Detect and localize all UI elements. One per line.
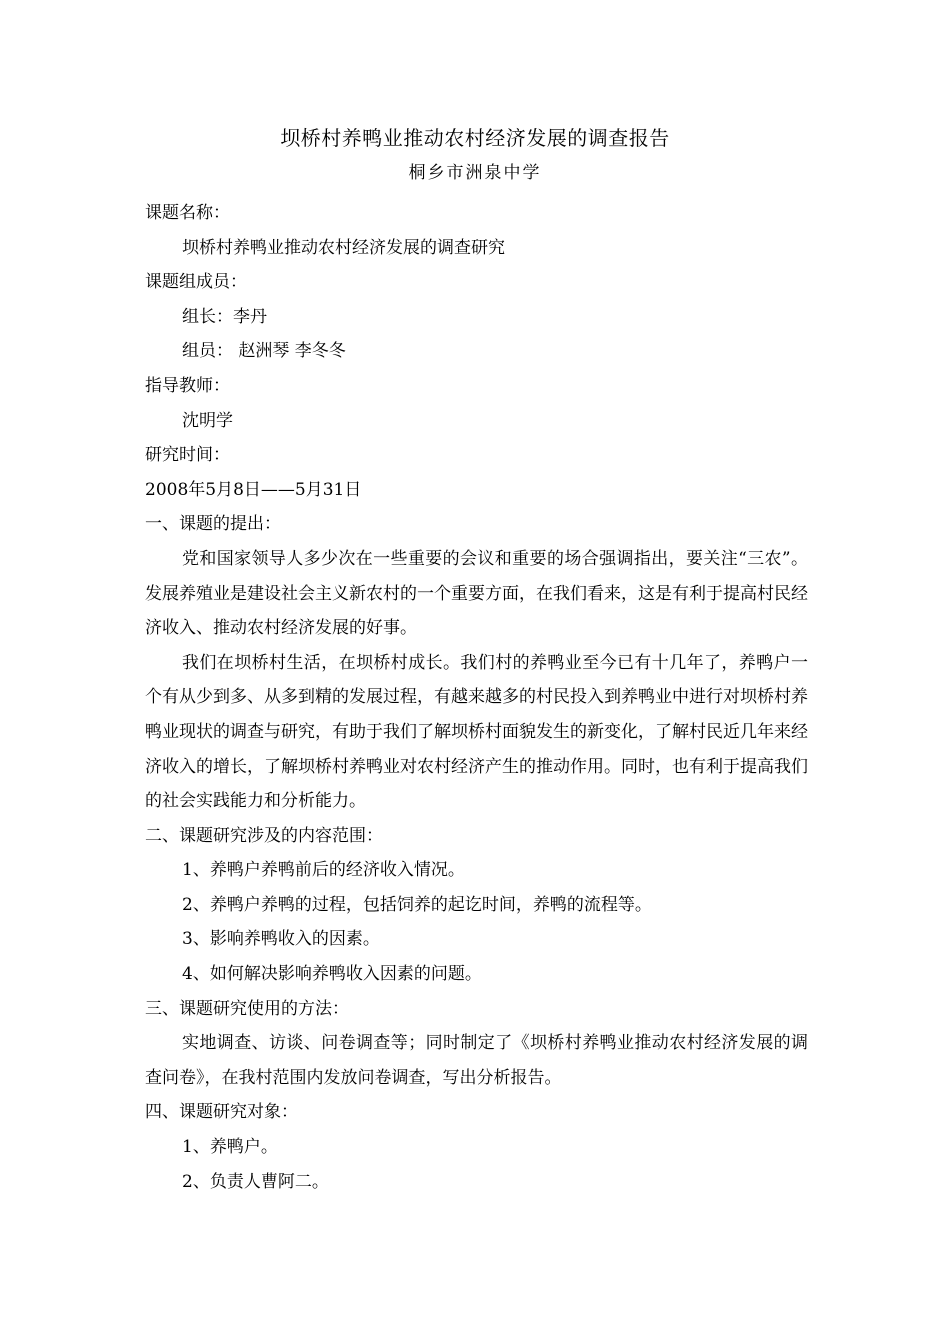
section-4-item: 1、养鸭户。 <box>182 1137 278 1158</box>
group-members: 组员： 赵洲琴 李冬冬 <box>182 341 346 362</box>
section-2-item: 1、养鸭户养鸭前后的经济收入情况。 <box>182 860 465 881</box>
research-period: 2008年5月8日——5月31日 <box>145 479 362 500</box>
document-title: 坝桥村养鸭业推动农村经济发展的调查报告 <box>280 126 670 150</box>
topic-label: 课题名称： <box>145 203 230 223</box>
section-4-heading: 四、课题研究对象： <box>145 1102 298 1123</box>
advisor-label: 指导教师： <box>145 375 230 396</box>
group-leader: 组长：李丹 <box>182 306 267 327</box>
section-2-heading: 二、课题研究涉及的内容范围： <box>145 825 383 846</box>
section-2-item: 2、养鸭户养鸭的过程，包括饲养的起讫时间，养鸭的流程等。 <box>182 894 652 915</box>
section-1-paragraph: 党和国家领导人多少次在一些重要的会议和重要的场合强调指出，要关注“三农”。发展养殖业是建设社会主义新农村的一个重要方面，在我们看来，这是有利于提高村民经济收入、推动农村经济发展的好事。 <box>145 548 808 639</box>
section-4-item: 2、负责人曹阿二。 <box>182 1171 329 1192</box>
period-label: 研究时间： <box>145 445 230 466</box>
section-3-heading: 三、课题研究使用的方法： <box>145 998 349 1019</box>
section-3-paragraph: 实地调查、访谈、问卷调查等；同时制定了《坝桥村养鸭业推动农村经济发展的调查问卷》，在我村范围内发放问卷调查，写出分析报告。 <box>145 1033 808 1088</box>
advisor-name: 沈明学 <box>182 410 233 431</box>
section-2-item: 3、影响养鸭收入的因素。 <box>182 929 380 950</box>
members-label: 课题组成员： <box>145 272 247 293</box>
section-2-item: 4、如何解决影响养鸭收入因素的问题。 <box>182 964 482 985</box>
section-1-heading: 一、课题的提出： <box>145 514 281 535</box>
section-1-paragraph: 我们在坝桥村生活，在坝桥村成长。我们村的养鸭业至今已有十几年了，养鸭户一个有从少到多、从多到精的发展过程，有越来越多的村民投入到养鸭业中进行对坝桥村养鸭业现状的调查与研究，有助于我们了解坝桥村面貌发生的新变化，了解村民近几年来经济收入的增长，了解坝桥村养鸭业对农村经济产生的推动作用。同时，也有利于提高我们的社会实践能力和分析能力。 <box>145 652 808 812</box>
topic-name: 坝桥村养鸭业推动农村经济发展的调查研究 <box>182 237 505 258</box>
document-body <box>145 196 808 1199</box>
school-name: 桐乡市洲泉中学 <box>408 163 542 183</box>
